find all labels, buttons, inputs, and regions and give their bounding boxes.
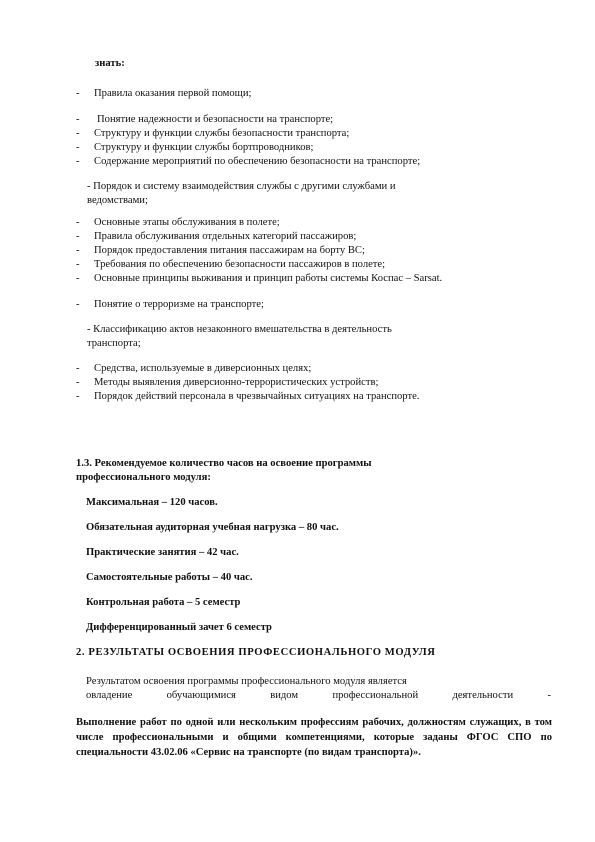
list-item: Структуру и функции службы бортпроводников; [94,142,314,153]
section-2-heading: 2. РЕЗУЛЬТАТЫ ОСВОЕНИЯ ПРОФЕССИОНАЛЬНОГО МОДУЛЯ [76,647,436,658]
results-paragraph: Выполнение работ по одной или нескольким профессиям рабочих, должностям служащих, в том числе профессиональными и общими компетенциями, которые заданы ФГОС СПО по специальности 43.02.06 «Сервис на транспорте (по видам транспорта)». [76,717,552,758]
list-dash: - [76,259,80,270]
list-dash: - [76,363,80,374]
list-dash: - [76,156,80,167]
list-dash: - [76,273,80,284]
list-dash: - [76,88,80,99]
list-dash: - [76,299,80,310]
list-item: Порядок действий персонала в чрезвычайных ситуациях на транспорте. [94,391,420,402]
results-word: видом [270,690,299,701]
list-dash: - [76,142,80,153]
list-item-continued: ведомствами; [87,195,148,206]
hours-item: Самостоятельные работы – 40 час. [86,572,253,583]
hours-item: Практические занятия – 42 час. [86,547,239,558]
results-intro: Результатом освоения программы профессионального модуля является [86,676,407,687]
section-heading-continued: профессионального модуля: [76,472,211,483]
list-dash: - [76,391,80,402]
section-heading: 1.3. Рекомендуемое количество часов на освоение программы [76,458,372,469]
list-item: - Классификацию актов незаконного вмешательства в деятельность [87,324,392,335]
list-item: Методы выявления диверсионно-террористических устройств; [94,377,379,388]
list-item: Правила оказания первой помощи; [94,88,252,99]
list-dash: - [76,377,80,388]
list-item: Структуру и функции службы безопасности транспорта; [94,128,350,139]
list-dash: - [76,114,80,125]
hours-item: Контрольная работа – 5 семестр [86,597,241,608]
results-word: деятельности [452,690,514,701]
list-dash: - [76,128,80,139]
list-item: Содержание мероприятий по обеспечению безопасности на транспорте; [94,156,421,167]
list-item: Требования по обеспечению безопасности пассажиров в полете; [94,259,386,270]
results-justified-line [86,689,551,703]
list-dash: - [76,231,80,242]
list-item: Правила обслуживания отдельных категорий пассажиров; [94,231,357,242]
results-word: обучающимися [166,690,236,701]
list-dash: - [76,245,80,256]
hours-item: Дифференцированный зачет 6 семестр [86,622,272,633]
list-item: Понятие о терроризме на транспорте; [94,299,264,310]
results-word: - [547,690,551,701]
know-heading: знать: [95,58,125,69]
list-item: Основные принципы выживания и принцип работы системы Коспас – Sarsat. [94,273,443,284]
list-item: Основные этапы обслуживания в полете; [94,217,280,228]
list-dash: - [76,217,80,228]
hours-item: Обязательная аудиторная учебная нагрузка – 80 час. [86,522,339,533]
results-word: профессиональной [332,690,419,701]
hours-item: Максимальная – 120 часов. [86,497,218,508]
results-word: овладение [86,690,133,701]
list-item: Порядок предоставления питания пассажирам на борту ВС; [94,245,365,256]
list-item: - Порядок и систему взаимодействия службы с другими службами и [87,181,396,192]
list-item: Понятие надежности и безопасности на транспорте; [97,114,334,125]
list-item-continued: транспорта; [87,338,141,349]
list-item: Средства, используемые в диверсионных целях; [94,363,312,374]
